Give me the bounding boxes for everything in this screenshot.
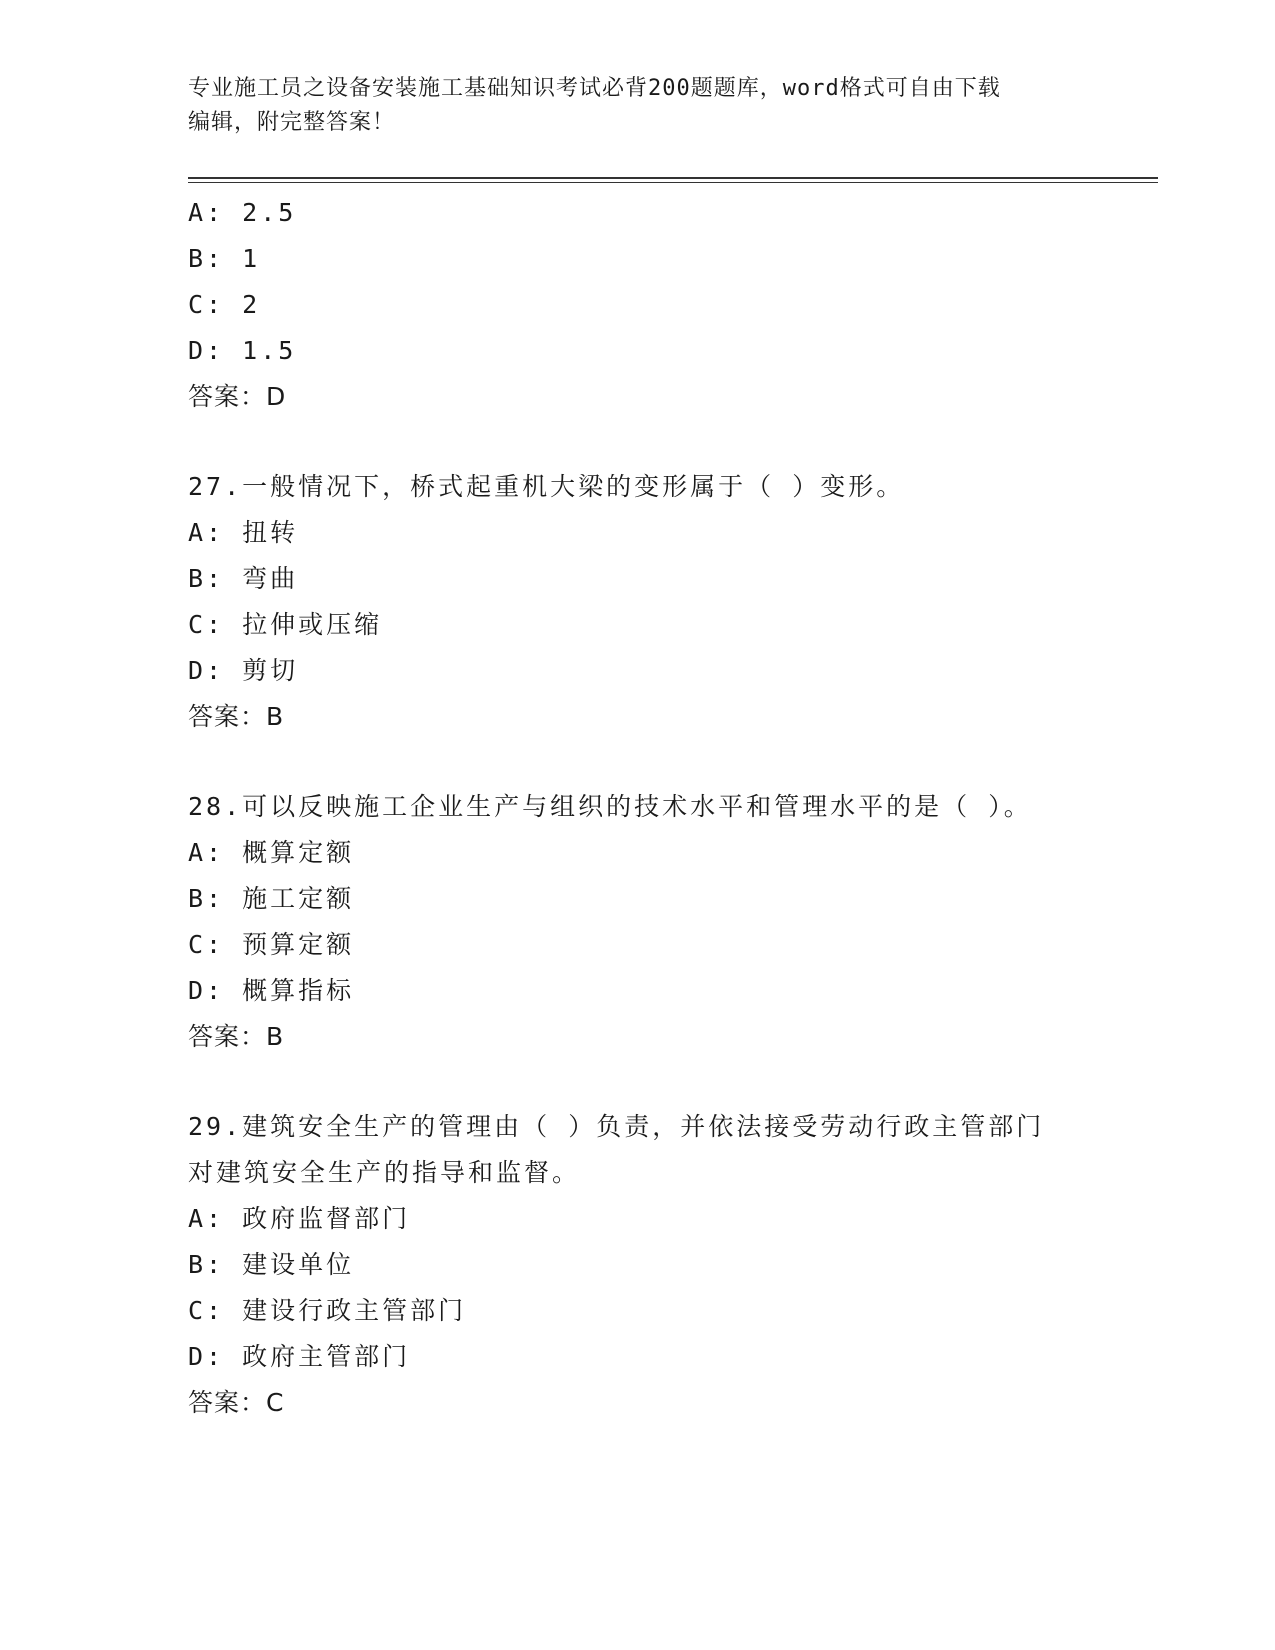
header-line-2: 编辑，附完整答案！ [188, 110, 396, 135]
option-b: B: 施工定额 [188, 884, 355, 913]
question-list [188, 190, 1158, 1426]
question-block-29 [188, 1104, 1158, 1426]
option-c: C: 建设行政主管部门 [188, 1296, 467, 1325]
question-text: 27.一般情况下，桥式起重机大梁的变形属于（ ）变形。 [188, 472, 905, 501]
answer-line: 答案：B [188, 702, 285, 731]
answer-line: 答案：B [188, 1022, 285, 1051]
option-d: D: 概算指标 [188, 976, 355, 1005]
question-block-28 [188, 784, 1158, 1060]
option-c: C: 拉伸或压缩 [188, 610, 383, 639]
option-a: A: 概算定额 [188, 838, 355, 867]
option-a: A: 政府监督部门 [188, 1204, 411, 1233]
option-b: B: 建设单位 [188, 1250, 355, 1279]
option-d: D: 剪切 [188, 656, 299, 685]
question-text: 29.建筑安全生产的管理由（ ）负责，并依法接受劳动行政主管部门 [188, 1112, 1045, 1141]
option-d: D: 1.5 [188, 336, 297, 365]
header-divider-thin [188, 182, 1158, 183]
option-b: B: 1 [188, 244, 261, 273]
answer-line: 答案：D [188, 382, 287, 411]
question-text: 28.可以反映施工企业生产与组织的技术水平和管理水平的是（ ）。 [188, 792, 1032, 821]
question-block-27 [188, 464, 1158, 740]
option-a: A: 扭转 [188, 518, 299, 547]
option-b: B: 弯曲 [188, 564, 299, 593]
question-block-26 [188, 190, 1158, 420]
option-c: C: 2 [188, 290, 261, 319]
question-text-continued: 对建筑安全生产的指导和监督。 [188, 1158, 581, 1187]
option-a: A: 2.5 [188, 198, 297, 227]
option-c: C: 预算定额 [188, 930, 355, 959]
option-d: D: 政府主管部门 [188, 1342, 411, 1371]
header-divider [188, 177, 1158, 179]
answer-line: 答案：C [188, 1388, 285, 1417]
header-line-1: 专业施工员之设备安装施工基础知识考试必背200题题库，word格式可自由下载 [188, 76, 1001, 101]
document-header [188, 72, 1088, 140]
